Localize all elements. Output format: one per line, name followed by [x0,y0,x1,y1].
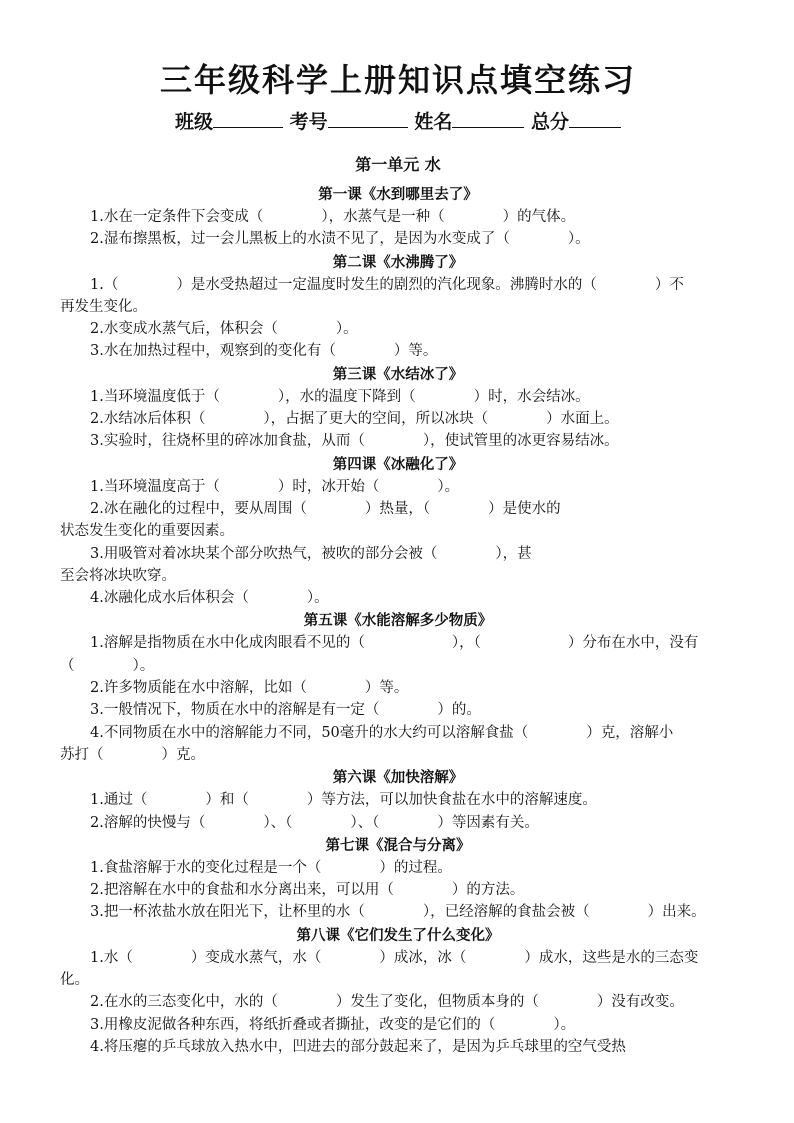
question-line: 2.水变成水蒸气后，体积会（ ）。 [90,321,358,338]
question-line: 1.当环境温度低于（ ），水的温度下降到（ ）时，水会结冰。 [90,388,590,405]
question-line: 4.将压瘪的乒乓球放入热水中，凹进去的部分鼓起来了，是因为乒乓球里的空气受热 [90,1038,626,1055]
lesson-heading: 第八课《它们发生了什么变化》 [296,927,500,944]
lessons-container [60,185,736,1058]
question-line: 3.把一杯浓盐水放在阳光下，让杯里的水（ ），已经溶解的食盐会被（ ）出来。 [90,904,706,921]
page-title: 三年级科学上册知识点填空练习 [159,61,636,99]
lesson-heading: 第一课《水到哪里去了》 [318,187,478,203]
question-line: 4.不同物质在水中的溶解能力不同，50毫升的水大约可以溶解食盐（ ）克，溶解小 [90,724,674,741]
exam-number-label: 考号 [289,111,328,133]
question-line: 1.（ ）是水受热超过一定温度时发生的剧烈的汽化现象。沸腾时水的（ ）不 [90,276,684,293]
question-line: 2.湿布擦黑板，过一会儿黑板上的水渍不见了，是因为水变成了（ ）。 [90,231,590,248]
class-label: 班级 [175,111,214,133]
class-blank[interactable] [213,109,283,128]
question-line: 2.在水的三态变化中，水的（ ）发生了变化，但物质本身的（ ）没有改变。 [90,994,684,1011]
lesson-heading: 第四课《冰融化了》 [332,456,464,473]
student-info-line [60,107,736,134]
name-label: 姓名 [414,111,453,133]
lesson-heading: 第七课《混合与分离》 [325,837,471,854]
lesson-heading: 第五课《水能溶解多少物质》 [303,613,493,630]
question-line: （ ）。 [60,657,155,674]
question-line: 2.许多物质能在水中溶解，比如（ ）等。 [90,680,409,697]
lesson-heading: 第三课《水结冰了》 [332,366,464,383]
question-line: 2.冰在融化的过程中，要从周围（ ）热量，（ ）是使水的 [90,500,561,517]
question-line: 苏打（ ）克。 [60,746,205,763]
question-line: 1.溶解是指物质在水中化成肉眼看不见的（ ），（ ）分布在水中，没有 [90,635,699,652]
unit-heading: 第一单元 水 [355,155,441,174]
question-line: 2.把溶解在水中的食盐和水分离出来，可以用（ ）的方法。 [90,882,525,899]
question-line: 2.溶解的快慢与（ ）、（ ）、（ ）等因素有关。 [90,814,539,831]
question-line: 3.用橡皮泥做各种东西，将纸折叠或者撕扯，改变的是它们的（ ）。 [90,1016,576,1033]
question-line: 4.冰融化成水后体积会（ ）。 [90,590,329,607]
lesson-heading: 第二课《水沸腾了》 [332,254,464,271]
score-blank[interactable] [569,109,621,128]
question-line: 状态发生变化的重要因素。 [60,523,234,540]
name-blank[interactable] [452,109,524,128]
question-line: 3.实验时，往烧杯里的碎冰加食盐，从而（ ），使试管里的冰更容易结冰。 [90,433,619,450]
question-line: 再发生变化。 [60,298,147,315]
question-line: 化。 [60,972,89,989]
question-line: 至会将冰块吹穿。 [60,567,176,584]
question-line: 3.用吸管对着冰块某个部分吹热气，被吹的部分会被（ ），甚 [90,545,532,562]
question-line: 3.一般情况下，物质在水中的溶解是有一定（ ）的。 [90,702,481,719]
exam-number-blank[interactable] [328,109,408,128]
worksheet-page [60,55,736,1058]
question-line: 1.通过（ ）和（ ）等方法，可以加快食盐在水中的溶解速度。 [90,792,597,809]
question-line: 1.水（ ）变成水蒸气，水（ ）成冰，冰（ ）成水，这些是水的三态变 [90,949,699,966]
question-line: 1.当环境温度高于（ ）时，冰开始（ ）。 [90,478,460,495]
score-label: 总分 [530,111,569,133]
question-line: 1.水在一定条件下会变成（ ），水蒸气是一种（ ）的气体。 [90,209,576,225]
question-line: 3.水在加热过程中，观察到的变化有（ ）等。 [90,343,438,360]
question-line: 2.水结冰后体积（ ），占据了更大的空间，所以冰块（ ）水面上。 [90,411,619,428]
question-line: 1.食盐溶解于水的变化过程是一个（ ）的过程。 [90,859,452,876]
lesson-heading: 第六课《加快溶解》 [332,770,464,787]
